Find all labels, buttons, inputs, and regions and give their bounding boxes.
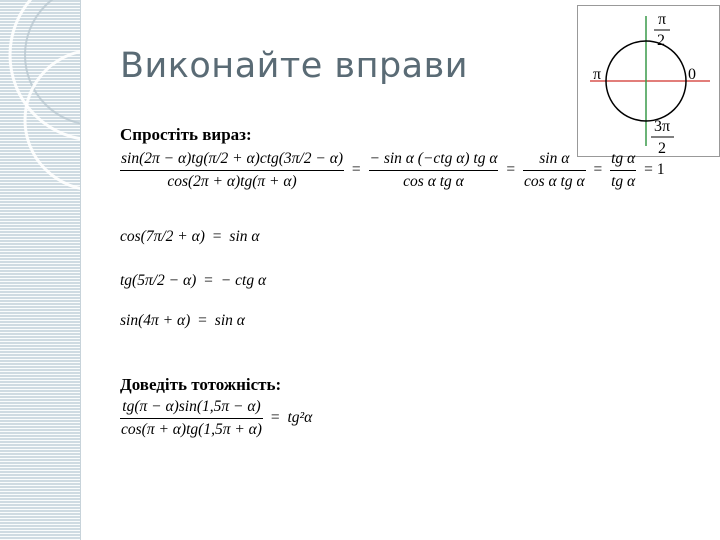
main-result: 1: [656, 161, 665, 179]
exercise-2-rhs: − ctg α: [220, 272, 267, 289]
fraction-1-numerator: sin(2π − α)tg(π/2 + α)ctg(3π/2 − α): [121, 150, 343, 167]
section-prove-heading: Доведіть тотожність:: [120, 375, 282, 394]
fraction-2-numerator: − sin α (−ctg α) tg α: [369, 150, 498, 167]
exercise-3-rhs: sin α: [214, 312, 245, 329]
fraction-2-denominator: cos α tg α: [369, 170, 499, 191]
identity-denominator: cos(π + α)tg(1,5π + α): [120, 418, 263, 439]
label-bottom-num: 3π: [654, 118, 671, 135]
main-expression: $\frac{\text{sin(2π − α)tg(π/2 + α)ctg(3π/2 − α)}}{\cos(2\pi + \alpha)tg(\pi + \alpha)}$ = $\frac{\text{− sin α (−ctg α) tg α}}{\text{cos α tg α}}$ = $\frac{\text{sin α}}{\text{cos α tg α}}$ = $\frac{\text{tg α}}{\text{tg α}}$ = 1: [121, 150, 665, 190]
label-top-den: 2: [657, 32, 665, 49]
identity-rhs: tg²α: [287, 409, 313, 427]
label-right: 0: [688, 66, 696, 83]
decorative-arcs: [0, 0, 80, 540]
fraction-3-numerator: sin α: [539, 150, 570, 167]
section-simplify-heading: Спростіть вираз:: [120, 125, 252, 144]
exercise-3: sin(4π + α) = sin α: [120, 312, 245, 329]
exercise-1-rhs: sin α: [229, 228, 260, 245]
label-left: π: [593, 66, 602, 83]
identity-fraction: [120, 398, 263, 439]
fraction-2: [369, 150, 499, 191]
fraction-1-denominator: cos(2π + α)tg(π + α): [120, 170, 344, 191]
fraction-4: [610, 150, 636, 191]
fraction-4-denominator: tg α: [610, 170, 636, 191]
label-bottom-den: 2: [658, 140, 666, 156]
fraction-3-denominator: cos α tg α: [523, 170, 586, 191]
label-top-num: π: [658, 11, 667, 28]
identity-numerator: tg(π − α)sin(1,5π − α): [122, 398, 261, 415]
decorative-sidebar: [0, 0, 81, 540]
fraction-4-numerator: tg α: [611, 150, 636, 167]
fraction-1: [120, 150, 344, 191]
unit-circle-diagram: [577, 5, 720, 157]
identity-expression: $\frac{tg(\pi - \alpha)\sin(1,5\pi - \alpha)}{\cos(\pi + \alpha)tg(1,5\pi + \alpha)}$ = tg²α: [121, 398, 313, 438]
exercise-1-lhs: cos(7π/2 + α): [120, 228, 205, 245]
exercise-1: cos(7π/2 + α) = sin α: [120, 228, 260, 245]
exercise-2-lhs: tg(5π/2 − α): [120, 272, 197, 289]
fraction-3: [523, 150, 586, 191]
page-title: Виконайте вправи: [120, 46, 468, 86]
exercise-2: tg(5π/2 − α) = − ctg α: [120, 272, 267, 289]
exercise-3-lhs: sin(4π + α): [120, 312, 191, 329]
